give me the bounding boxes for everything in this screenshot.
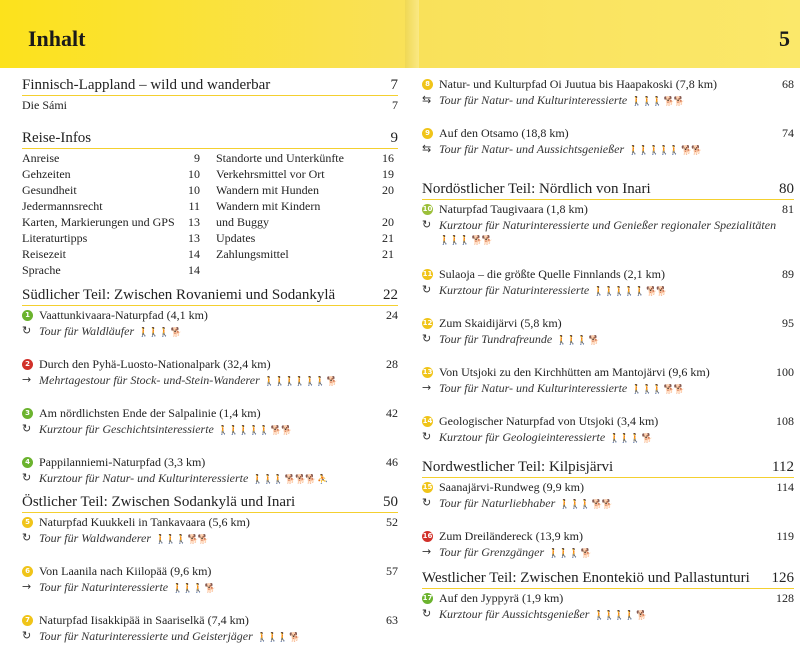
south-tours [22,307,398,486]
tour-entry[interactable] [422,364,794,396]
section-page: 126 [771,570,794,586]
entry-label: Wandern mit Kindern [216,199,321,213]
entry-page: 10 [188,167,200,181]
tour-description-row [22,530,398,546]
tour-name: Durch den Pyhä-Luosto-Nationalpark (32,4 km) [39,357,271,371]
section-title: Südlicher Teil: Zwischen Rovaniemi und Sodankylä [22,287,336,303]
toc-entry[interactable] [22,262,204,278]
toc-entry[interactable] [216,198,398,214]
tour-description: Tour für Natur- und Aussichtsgenießer [439,142,625,156]
tour-description: Tour für Naturliebhaber [439,496,556,510]
tour-description-row [422,92,794,108]
page-header [0,0,800,68]
section-page: 7 [390,77,398,93]
section-east[interactable] [22,493,398,513]
tour-description: Tour für Grenzgänger [439,545,545,559]
toc-entry[interactable] [22,150,204,166]
tour-description: Mehrtagestour für Stock- und-Stein-Wanderer [39,373,260,387]
tour-name: Zum Dreiländereck (13,9 km) [439,529,583,543]
tour-entry[interactable] [422,315,794,347]
northeast-tours [422,201,794,445]
tour-description: Kurztour für Aussichtsgenießer [439,607,590,621]
entry-label: Zahlungsmittel [216,247,289,261]
difficulty-icons: 🚶🚶🚶 🐕 [172,584,215,594]
tour-name: Pappilanniemi-Naturpfad (3,3 km) [39,455,206,469]
route-type-icon: ↻ [422,332,432,345]
tour-description: Kurztour für Naturinteressierte [439,283,590,297]
tour-entry[interactable] [22,612,398,644]
tour-entry[interactable] [422,590,794,622]
tour-title-row [422,266,794,282]
tour-page: 57 [386,564,398,578]
route-type-icon: ↻ [22,471,32,484]
entry-label: Literaturtipps [22,231,88,245]
tour-description-row [22,579,398,595]
tour-number-badge: 3 [22,408,33,419]
section-title: Nordöstlicher Teil: Nördlich von Inari [422,181,651,197]
tour-page: 89 [782,267,794,281]
toc-entry[interactable] [22,198,204,214]
tour-number-badge: 17 [422,594,433,602]
tour-description-row [22,323,398,339]
tour-number-badge: 9 [422,128,433,139]
tour-name: Von Laanila nach Kiilopää (9,6 km) [39,564,212,578]
route-type-icon: ↻ [422,283,432,296]
tour-description-row [22,421,398,437]
tour-title-row [22,405,398,421]
entry-label: Reisezeit [22,247,66,261]
toc-entry[interactable] [216,182,398,198]
toc-entry[interactable] [216,230,398,246]
tour-description-row [422,141,794,157]
tour-page: 52 [386,515,398,529]
entry-page: 20 [382,183,394,197]
tour-entry[interactable] [422,479,794,511]
tour-description: Kurztour für Geologieinteressierte [439,430,606,444]
section-west[interactable] [422,569,794,589]
toc-entry[interactable] [22,246,204,262]
difficulty-icons: 🚶🚶🚶 🐕🐕 [155,535,208,545]
section-page: 80 [779,181,794,197]
route-type-icon: ↻ [22,531,32,544]
section-page: 22 [383,287,398,303]
entry-label: Gesundheit [22,183,77,197]
tour-entry[interactable] [422,528,794,560]
tour-name: Vaattunkivaara-Naturpfad (4,1 km) [39,308,208,322]
section-title: Reise-Infos [22,130,92,146]
page-fold [405,0,419,68]
tour-description-row [422,544,794,560]
tour-title-row [22,563,398,579]
tour-name: Auf den Jyppyrä (1,9 km) [439,591,564,605]
tour-name: Naturpfad Iisakkipää in Saariselkä (7,4 km) [39,613,249,627]
entry-page: 21 [382,231,394,245]
entry-page: 14 [188,263,200,277]
tour-page: 114 [776,480,794,494]
tour-description: Tour für Naturinteressierte [39,580,169,594]
tour-entry[interactable] [22,514,398,546]
tour-number-badge: 12 [422,319,433,327]
tour-description: Tour für Natur- und Kulturinteressierte [439,381,628,395]
tour-entry[interactable] [422,76,794,108]
tour-description: Kurztour für Geschichtsinteressierte [39,422,214,436]
tour-entry[interactable] [22,356,398,388]
tour-page: 28 [386,357,398,371]
difficulty-icons: 🚶🚶🚶🚶🚶 🐕🐕 [217,426,292,436]
tour-page: 63 [386,613,398,627]
tour-description-row [422,429,794,445]
entry-label: Jedermannsrecht [22,199,103,213]
tour-page: 108 [776,414,794,428]
difficulty-icons: 🚶🚶🚶🚶🚶 🐕🐕 [593,287,667,297]
tour-entry[interactable] [22,563,398,595]
route-type-icon: ↻ [22,629,32,642]
west-tours [422,590,794,622]
tour-entry[interactable] [422,413,794,445]
tour-name: Naturpfad Taugivaara (1,8 km) [439,202,588,216]
entry-page: 7 [392,98,398,112]
tour-page: 128 [776,591,794,605]
section-northwest[interactable] [422,458,794,478]
tour-page: 119 [776,529,794,543]
tour-title-row [422,413,794,429]
infos-col-1 [22,150,204,278]
route-type-icon: ↻ [22,324,32,337]
tour-description-row [422,331,794,347]
tour-title-row [22,356,398,372]
toc-entry[interactable] [216,246,398,262]
tour-page: 95 [782,316,794,330]
tour-page: 74 [782,126,794,140]
toc-entry[interactable] [22,97,398,113]
difficulty-icons: 🚶🚶🚶🚶 🐕 [593,611,647,621]
route-type-icon: → [22,580,32,593]
entry-page: 19 [382,167,394,181]
tour-description: Tour für Naturinteressierte und Geisterjäger [39,629,253,643]
tour-number-badge: 1 [22,310,33,321]
difficulty-icons: 🚶🚶🚶 🐕 [609,434,652,444]
tour-title-row [422,125,794,141]
entry-page: 9 [194,151,200,165]
difficulty-icons: 🚶🚶🚶 🐕 [256,633,300,643]
tour-entry[interactable] [22,405,398,437]
tour-page: 81 [782,202,794,216]
tour-description: Kurztour für Natur- und Kulturinteressierte [39,471,249,485]
tour-description-row [422,495,794,511]
toc-entry[interactable] [22,230,204,246]
tour-entry[interactable] [22,454,398,486]
tour-name: Auf den Otsamo (18,8 km) [439,126,569,140]
tour-description: Tour für Natur- und Kulturinteressierte [439,93,628,107]
tour-number-badge: 4 [22,457,33,468]
section-south[interactable] [22,286,398,306]
left-column [22,76,398,661]
tour-description-row [422,282,794,298]
route-type-icon: ⇆ [422,142,432,155]
difficulty-icons: 🚶🚶🚶🚶🚶🚶 🐕 [263,377,338,387]
tour-description: Tour für Waldwanderer [39,531,152,545]
entry-label: Karten, Markierungen und GPS [22,215,175,229]
tour-title-row [422,528,794,544]
toc-entry[interactable] [22,166,204,182]
tour-entry[interactable] [422,266,794,298]
page-number: 5 [779,26,790,51]
entry-label: Verkehrsmittel vor Ort [216,167,325,181]
tour-description-row [422,606,794,622]
section-title: Westlicher Teil: Zwischen Enontekiö und Pallastunturi [422,570,750,586]
route-type-icon: ↻ [22,422,32,435]
route-type-icon: ↻ [422,607,432,620]
difficulty-icons: 🚶🚶🚶🚶🚶 🐕🐕 [628,146,702,156]
right-column [422,76,794,639]
route-type-icon: → [422,381,432,394]
route-type-icon: ↻ [422,496,432,509]
tour-title-row [422,479,794,495]
difficulty-icons: 🚶🚶🚶 🐕 [138,328,181,338]
tour-name: Saanajärvi-Rundweg (9,9 km) [439,480,584,494]
difficulty-icons: 🚶🚶🚶 🐕🐕 [631,385,685,395]
tour-description: Tour für Tundrafreunde [439,332,553,346]
toc-entry[interactable] [22,182,204,198]
route-type-icon: ⇆ [422,93,432,106]
tour-entry[interactable] [22,307,398,339]
section-page: 50 [383,494,398,510]
tour-page: 24 [386,308,398,322]
tour-entry[interactable] [422,125,794,157]
tour-description-row [422,217,794,233]
tour-description-row [22,470,398,486]
route-type-icon: → [22,373,32,386]
entry-label: Die Sámi [22,98,67,112]
tour-name: Geologischer Naturpfad von Utsjoki (3,4 km) [439,414,659,428]
entry-label: Wandern mit Hunden [216,183,320,197]
section-page: 112 [772,459,794,475]
difficulty-icons: 🚶🚶🚶 🐕🐕 [559,500,613,510]
entry-page: 13 [188,215,200,229]
tour-title-row [22,514,398,530]
toc-entry[interactable] [22,214,204,230]
difficulty-icons: 🚶🚶🚶 🐕🐕🐕 ⛹ [252,475,328,485]
tour-number-badge: 2 [22,359,33,370]
tour-title-row [422,315,794,331]
section-page: 9 [390,130,398,146]
tour-number-badge: 6 [22,566,33,577]
section-intro[interactable] [22,76,398,96]
entry-page: 20 [382,215,394,229]
tour-entry[interactable] [422,201,794,249]
entry-label: Anreise [22,151,60,165]
tour-description-row [422,380,794,396]
tour-number-badge: 16 [422,532,433,540]
tour-title-row [22,307,398,323]
page-title: Inhalt [28,26,86,51]
tour-title-row [422,590,794,606]
section-title: Nordwestlicher Teil: Kilpisjärvi [422,459,614,475]
tour-description: Tour für Waldläufer [39,324,135,338]
tour-number-badge: 7 [22,615,33,626]
entry-page: 11 [188,199,200,213]
tour-name: Am nördlichsten Ende der Salpalinie (1,4 km) [39,406,261,420]
tour-description-row [22,372,398,388]
east-tours [22,514,398,644]
tour-name: Naturpfad Kuukkeli in Tankavaara (5,6 km) [39,515,250,529]
tour-description: Kurztour für Naturinteressierte und Genießer regionaler Spezialitäten [439,218,777,232]
entry-page: 16 [382,151,394,165]
difficulty-icons: 🚶🚶🚶 🐕🐕 [631,97,685,107]
entry-page: 13 [188,231,200,245]
entry-page: 10 [188,183,200,197]
tour-number-badge: 11 [422,270,433,278]
tour-number-badge: 5 [22,517,33,528]
toc-entry[interactable] [216,150,398,166]
tour-title-row [422,76,794,92]
route-type-icon: ↻ [422,218,432,231]
infos-col-2 [216,150,398,278]
entry-label: Sprache [22,263,61,277]
section-northeast[interactable] [422,180,794,200]
section-reise-infos[interactable] [22,129,398,149]
toc-entry[interactable] [216,214,398,230]
entry-page: 14 [188,247,200,261]
tour-page: 42 [386,406,398,420]
entry-label: und Buggy [216,215,270,229]
tour-name: Sulaoja – die größte Quelle Finnlands (2,1 km) [439,267,665,281]
tour-page: 46 [386,455,398,469]
entry-label: Standorte und Unterkünfte [216,151,344,165]
tour-number-badge: 8 [422,79,433,90]
tour-name: Natur- und Kulturpfad Oi Juutua bis Haapakoski (7,8 km) [439,77,718,91]
entry-label: Updates [216,231,256,245]
difficulty-icons: 🚶🚶🚶 🐕 [548,549,591,559]
tour-title-row [422,201,794,217]
route-type-icon: → [422,545,432,558]
difficulty-icons: 🚶🚶🚶 🐕🐕 [439,236,492,246]
reise-infos-grid [22,150,398,278]
tour-number-badge: 15 [422,483,433,491]
tour-page: 100 [776,365,794,379]
tour-title-row [422,364,794,380]
tour-title-row [22,454,398,470]
continued-tours [422,76,794,157]
tour-title-row [22,612,398,628]
tour-name: Zum Skaidijärvi (5,8 km) [439,316,562,330]
toc-entry[interactable] [216,166,398,182]
section-title: Finnisch-Lappland – wild und wanderbar [22,77,271,93]
route-type-icon: ↻ [422,430,432,443]
tour-description-row [22,628,398,644]
tour-number-badge: 10 [422,205,433,213]
difficulty-icons: 🚶🚶🚶 🐕 [556,336,599,346]
tour-page: 68 [782,77,794,91]
tour-number-badge: 14 [422,417,433,425]
northwest-tours [422,479,794,560]
tour-name: Von Utsjoki zu den Kirchhütten am Mantojärvi (9,6 km) [439,365,710,379]
entry-label: Gehzeiten [22,167,71,181]
tour-number-badge: 13 [422,368,433,376]
section-title: Östlicher Teil: Zwischen Sodankylä und Inari [22,494,296,510]
entry-page: 21 [382,247,394,261]
